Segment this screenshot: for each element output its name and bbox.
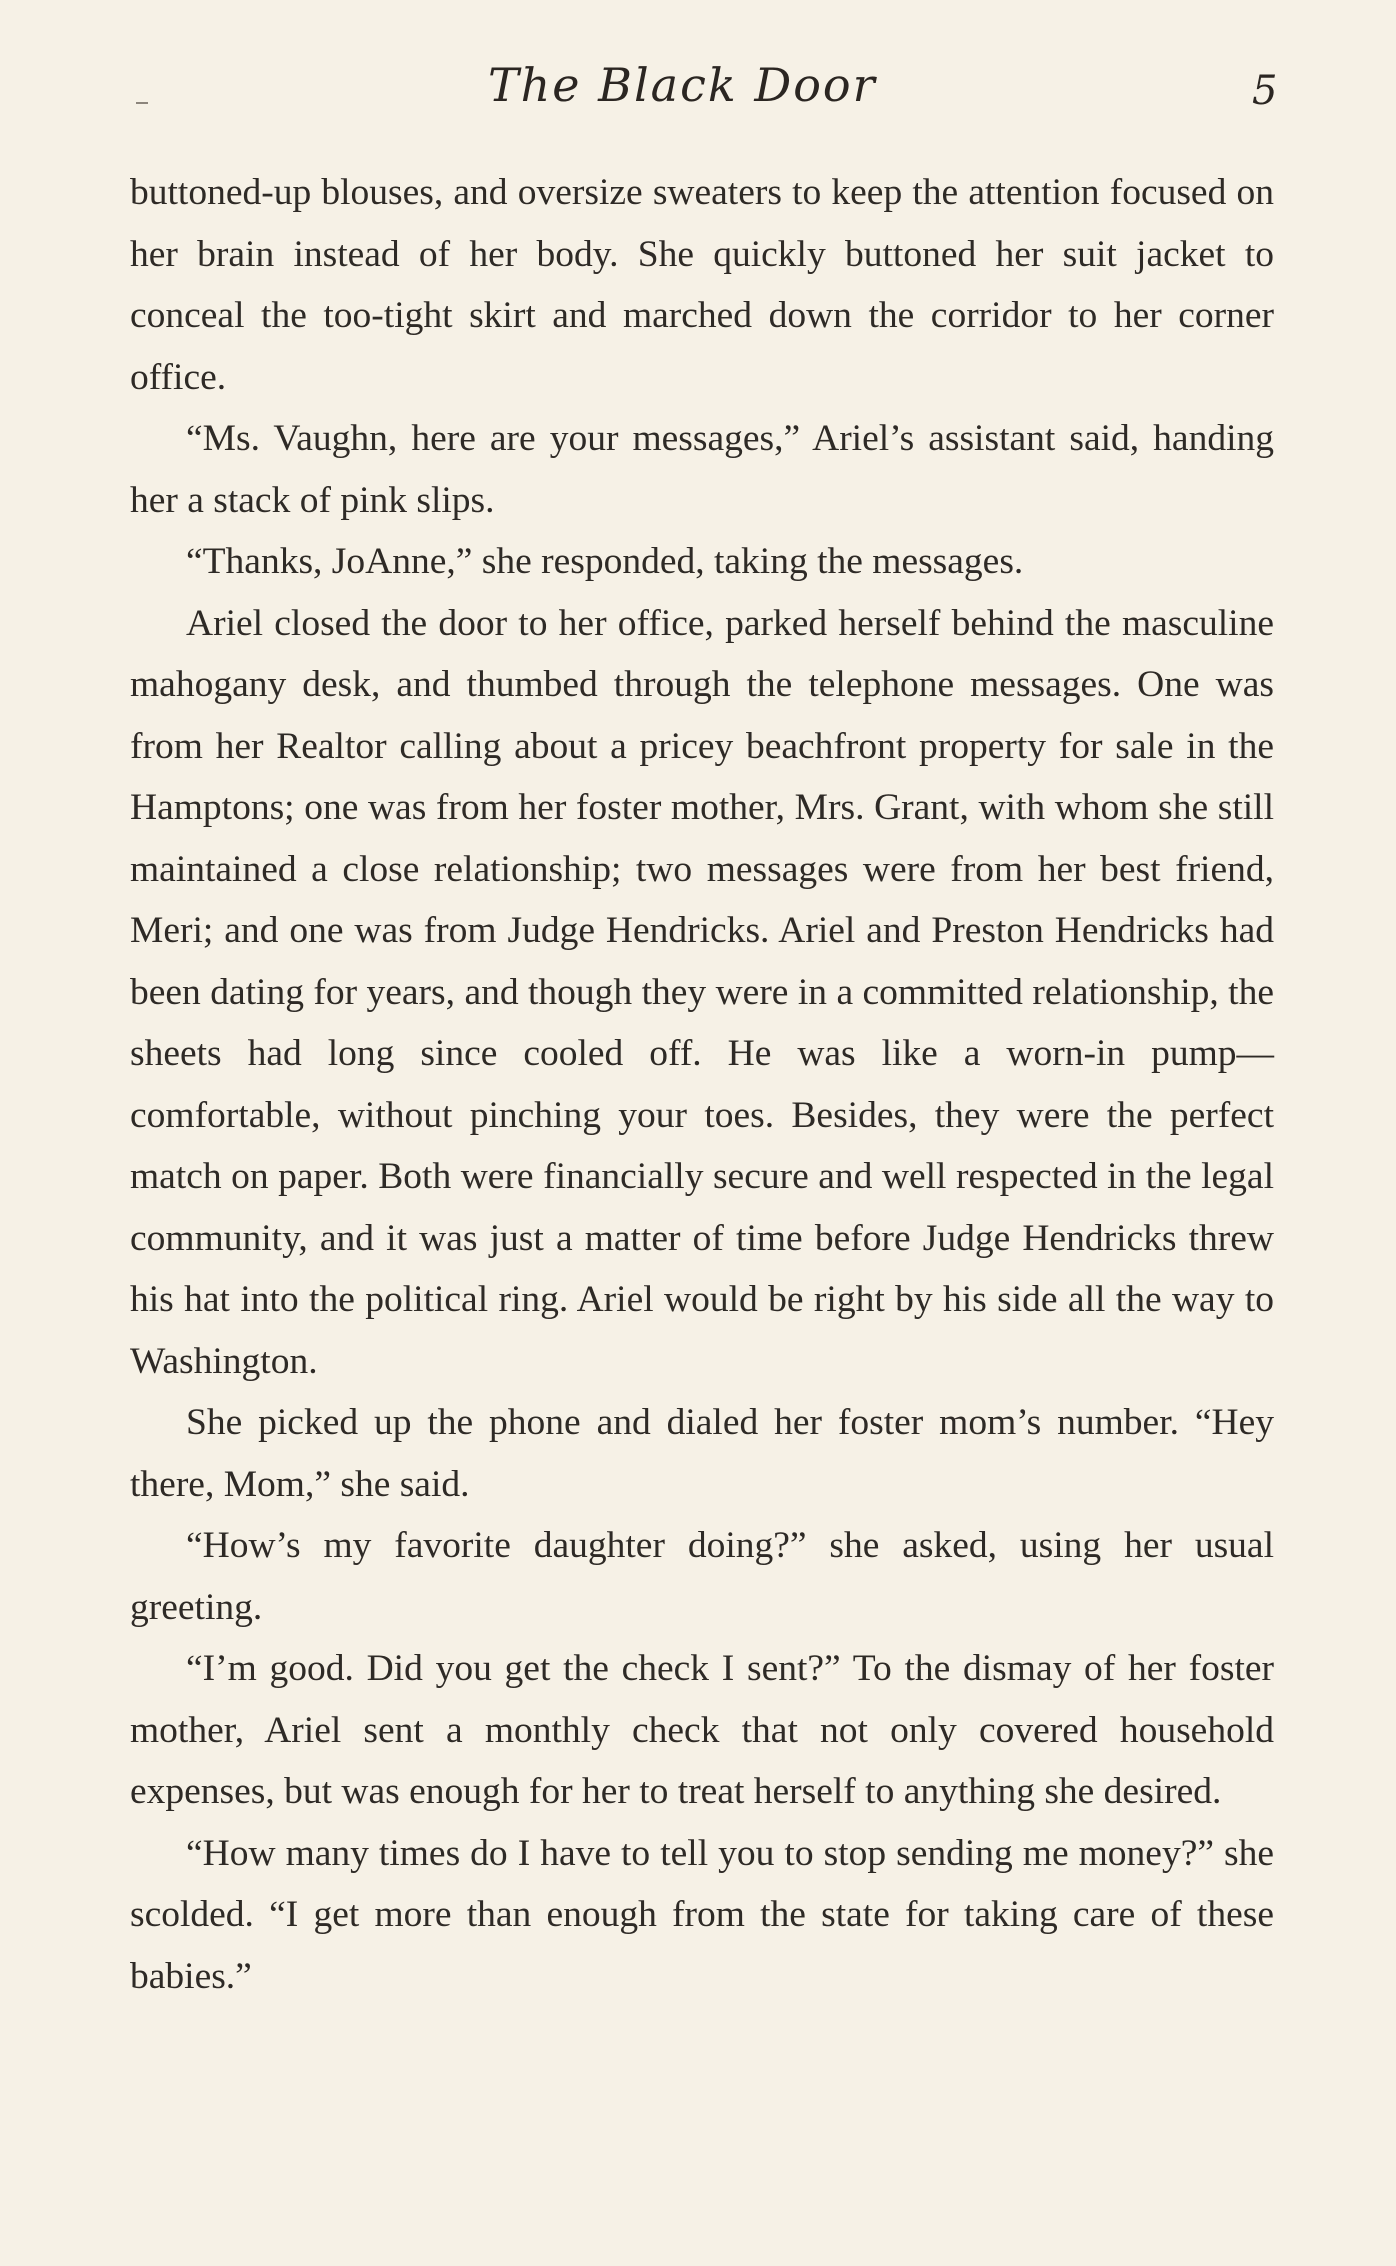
- paragraph-2: “Ms. Vaughn, here are your messages,” Ariel’s assistant said, handing her a stack of pink slips.: [130, 418, 1274, 521]
- paragraph-6: “How’s my favorite daughter doing?” she asked, using her usual greeting.: [130, 1525, 1274, 1628]
- paragraph-3: “Thanks, JoAnne,” she responded, taking the messages.: [186, 541, 1024, 582]
- body-text: [130, 162, 1274, 2007]
- page-header: [0, 58, 1396, 118]
- running-title: The Black Door: [488, 58, 877, 112]
- page-number: 5: [1252, 68, 1278, 114]
- paragraph-8: “How many times do I have to tell you to stop sending me money?” she scolded. “I get more than enough from the state for taking care of these babies.”: [130, 1832, 1274, 1997]
- header-dash: [136, 102, 148, 104]
- paragraph-4: Ariel closed the door to her office, parked herself behind the masculine mahogany desk, and thumbed through the telephone messages. One was from her Realtor calling about a pricey beachfront property for sale in the Hamptons; one was from her foster mother, Mrs. Grant, with whom she still maintained a close relationship; two messages were from her best friend, Meri; and one was from Judge Hendricks. Ariel and Preston Hendricks had been dating for years, and though they were in a committed relationship, the sheets had long since cooled off. He was like a worn-in pump—comfortable, without pinching your toes. Besides, they were the perfect match on paper. Both were financially secure and well respected in the legal community, and it was just a matter of time before Judge Hendricks threw his hat into the political ring. Ariel would be right by his side all the way to Washington.: [130, 602, 1274, 1382]
- paragraph-1: buttoned-up blouses, and oversize sweaters to keep the attention focused on her brain instead of her body. She quickly buttoned her suit jacket to conceal the too-tight skirt and marched down the corridor to her corner office.: [130, 172, 1274, 398]
- paragraph-7: “I’m good. Did you get the check I sent?” To the dismay of her foster mother, Ariel sent a monthly check that not only covered household expenses, but was enough for her to treat herself to anything she desired.: [130, 1648, 1274, 1812]
- paragraph-5: She picked up the phone and dialed her foster mom’s number. “Hey there, Mom,” she said.: [130, 1402, 1274, 1505]
